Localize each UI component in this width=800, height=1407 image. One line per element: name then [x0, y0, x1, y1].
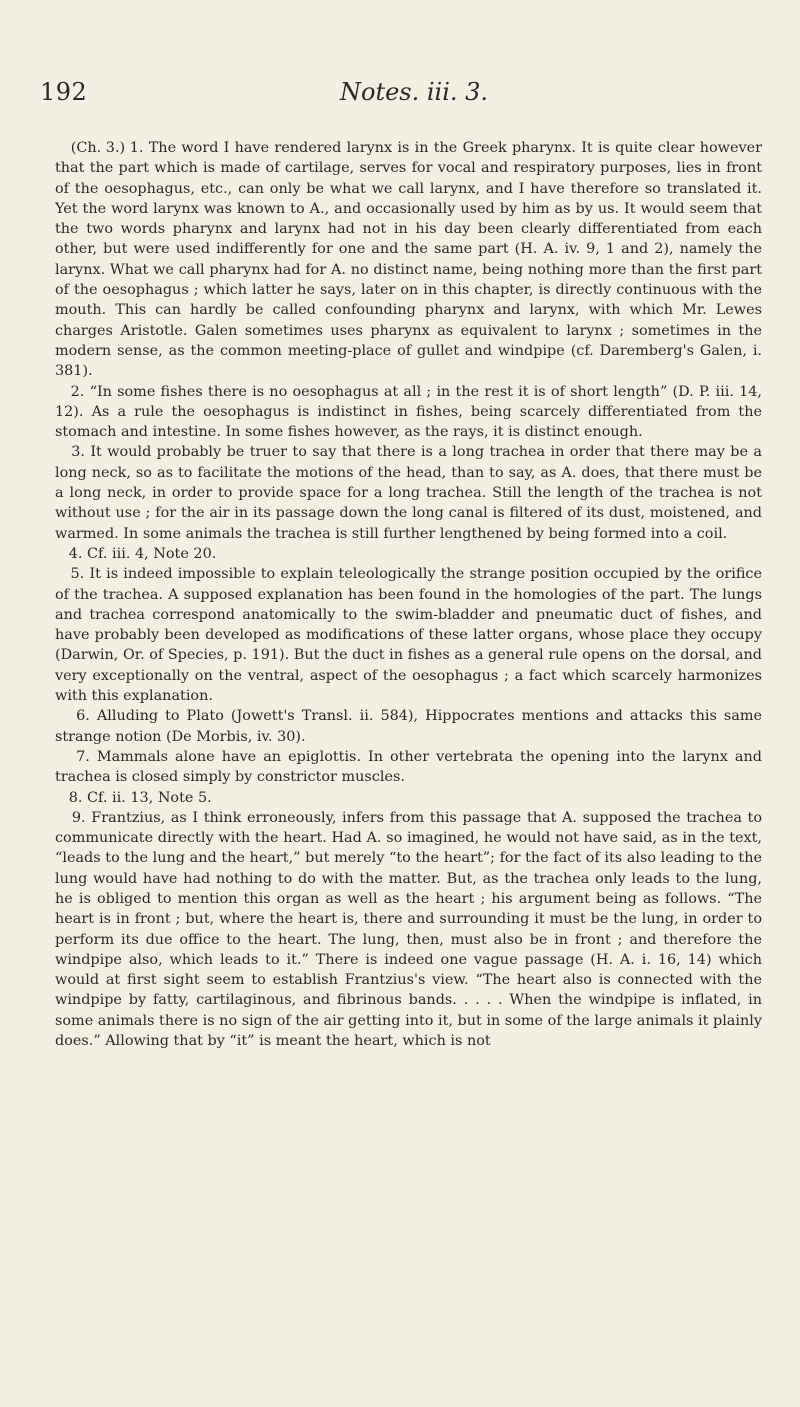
note-text: Cf. iii. 4, Note 20. — [87, 545, 217, 562]
page-number: 192 — [40, 78, 88, 106]
note-text: Frantzius, as I think erroneously, infers from this passage that A. supposed the trachea to communicate directly with the heart. Had A. so imagined, he would not have said, as in the text, “leads to the lung and the heart,” but merely “to the heart”; for the fact of its also leading to the lung would have had nothing to do with the matter. But, as the trachea only leads to the lung, he is obliged to mention this organ as well as the heart ; his argument being as follows. “The heart is in front ; but, where the heart is, there and surrounding it must be the lung, in order to perform its due office to the heart. The lung, then, must also be in front ; and therefore the windpipe also, which leads to it.” There is indeed one vague passage (H. A. i. 16, 14) which would at first sight seem to establish Frantzius's view. “The heart also is connected with the windpipe by fatty, cartilaginous, and fibrinous bands. . . . . When the windpipe is inflated, in some animals there is no sign of the air getting into it, but in some of the large animals it plainly does.” Allowing that by “it” is meant the heart, which is not — [55, 809, 762, 1050]
note-2 — [55, 382, 762, 443]
note-text: It is indeed impossible to explain teleologically the strange position occupied by the orifice of the trachea. A supposed explanation has been found in the homologies of the part. The lungs and trachea correspond anatomically to the swim-bladder and pneumatic duct of fishes, and have probably been developed as modifications of these latter organs, whose place they occupy (Darwin, Or. of Species, p. 191). But the duct in fishes as a general rule opens on the dorsal, and very exceptionally on the ventral, aspect of the oesophagus ; a fact which scarcely harmonizes with this explanation. — [55, 566, 762, 705]
note-6 — [55, 706, 762, 747]
note-8 — [55, 788, 762, 808]
note-text: “In some fishes there is no oesophagus at all ; in the rest it is of short length” (D. P. iii. 14, 12). As a rule the oesophagus is indistinct in fishes, being scarcely differentiated from the stomach and intestine. In some fishes however, as the rays, it is distinct enough. — [55, 383, 762, 441]
note-9 — [55, 808, 762, 1052]
note-5 — [55, 564, 762, 706]
note-text: It would probably be truer to say that there is a long trachea in order that there may be a long neck, so as to facilitate the motions of the head, than to say, as A. does, that there must be a long neck, in order to provide space for a long trachea. Still the length of the trachea is not without use ; for the air in its passage down the long canal is filtered of its dust, moistened, and warmed. In some animals the trachea is still further lengthened by being formed into a coil. — [55, 444, 762, 542]
note-number: 7. — [76, 748, 90, 765]
note-number: 9. — [71, 809, 86, 826]
note-number: (Ch. 3.) 1. — [70, 140, 144, 156]
note-7 — [55, 747, 762, 788]
note-1 — [55, 138, 762, 382]
notes-body — [55, 138, 762, 1051]
note-number: 6. — [76, 708, 90, 725]
note-text: Mammals alone have an epiglottis. In other vertebrata the opening into the larynx and trachea is closed simply by constrictor muscles. — [55, 748, 762, 786]
note-number: 3. — [71, 444, 85, 461]
note-number: 8. — [68, 789, 83, 806]
note-text: Alluding to Plato (Jowett's Transl. ii. 584), Hippocrates mentions and attacks this same strange notion (De Morbis, iv. 30). — [55, 708, 762, 745]
note-text: Cf. ii. 13, Note 5. — [87, 789, 212, 806]
note-number: 2. — [70, 383, 85, 400]
note-3 — [55, 442, 762, 543]
note-text: The word I have rendered larynx is in the Greek pharynx. It is quite clear however that the part which is made of cartilage, serves for vocal and respiratory purposes, lies in front of the oesophagus, etc., can only be what we call larynx, and I have therefore so translated it. Yet the word larynx was known to A., and occasionally used by him as by us. It would seem that the two words pharynx and larynx had not in his day been clearly differentiated from each other, but were used indifferently for one and the same part (H. A. iv. 9, 1 and 2), namely the larynx. What we call pharynx had for A. no distinct name, being nothing more than the first part of the oesophagus ; which latter he says, later on in this chapter, is directly continuous with the mouth. This can hardly be called confounding pharynx and larynx, with which Mr. Lewes charges Aristotle. Galen sometimes uses pharynx as equivalent to larynx ; sometimes in the modern sense, as the common meeting-place of gullet and windpipe (cf. Daremberg's Galen, i. 381). — [55, 140, 762, 380]
note-4 — [55, 544, 762, 564]
note-number: 5. — [70, 566, 85, 583]
note-number: 4. — [68, 545, 83, 562]
running-head — [0, 70, 800, 110]
running-title: Notes. iii. 3. — [340, 78, 489, 106]
